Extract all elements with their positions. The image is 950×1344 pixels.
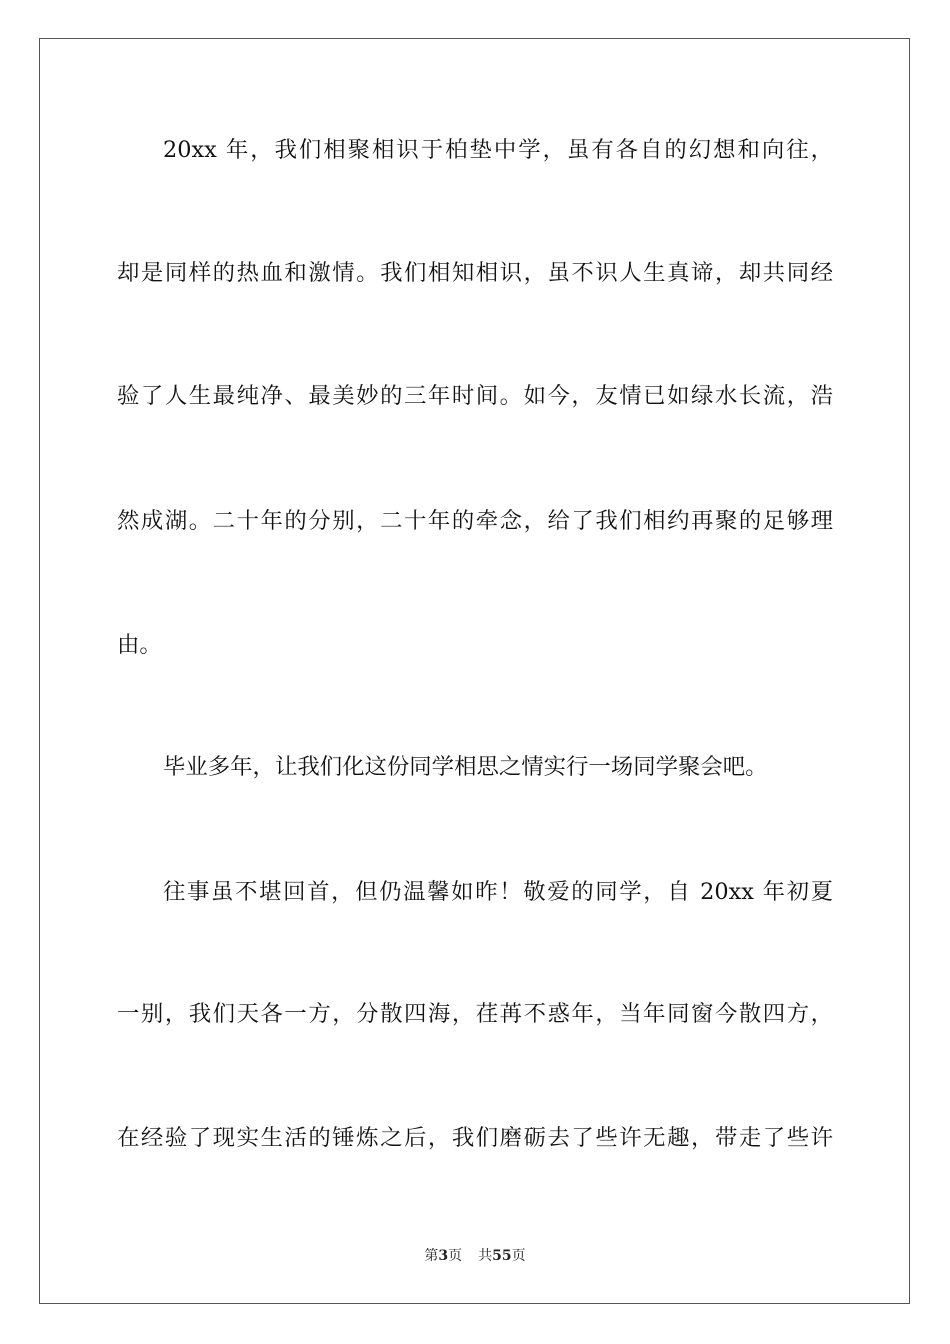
paragraph-1-line-4: 然成湖。二十年的分别，二十年的牵念，给了我们相约再聚的足够理 — [117, 508, 833, 534]
page-footer — [0, 1246, 950, 1266]
footer-total-prefix: 共 — [478, 1248, 493, 1264]
footer-page-prefix: 第 — [424, 1248, 439, 1264]
paragraph-1-line-5: 由。 — [117, 632, 162, 658]
footer-page-suffix: 页 — [448, 1248, 463, 1264]
footer-page-number: 3 — [438, 1248, 449, 1264]
paragraph-1-line-2: 却是同样的热血和激情。我们相知相识，虽不识人生真谛，却共同经 — [117, 260, 833, 286]
paragraph-1-line-1: 20xx 年，我们相聚相识于柏垫中学，虽有各自的幻想和向往， — [163, 137, 833, 163]
paragraph-3-line-2: 一别，我们天各一方，分散四海，荏苒不惑年，当年同窗今散四方， — [117, 1001, 833, 1027]
paragraph-2-line-1: 毕业多年，让我们化这份同学相思之情实行一场同学聚会吧。 — [163, 754, 768, 780]
footer-total-pages: 55 — [492, 1248, 512, 1264]
page-border — [39, 38, 910, 1304]
paragraph-3-line-1: 往事虽不堪回首，但仍温馨如昨！敬爱的同学，自 20xx 年初夏 — [163, 879, 833, 905]
paragraph-3-line-3: 在经验了现实生活的锤炼之后，我们磨砺去了些许无趣，带走了些许 — [117, 1125, 833, 1151]
paragraph-1-line-3: 验了人生最纯净、最美妙的三年时间。如今，友情已如绿水长流，浩 — [117, 383, 833, 409]
footer-total-suffix: 页 — [511, 1248, 526, 1264]
